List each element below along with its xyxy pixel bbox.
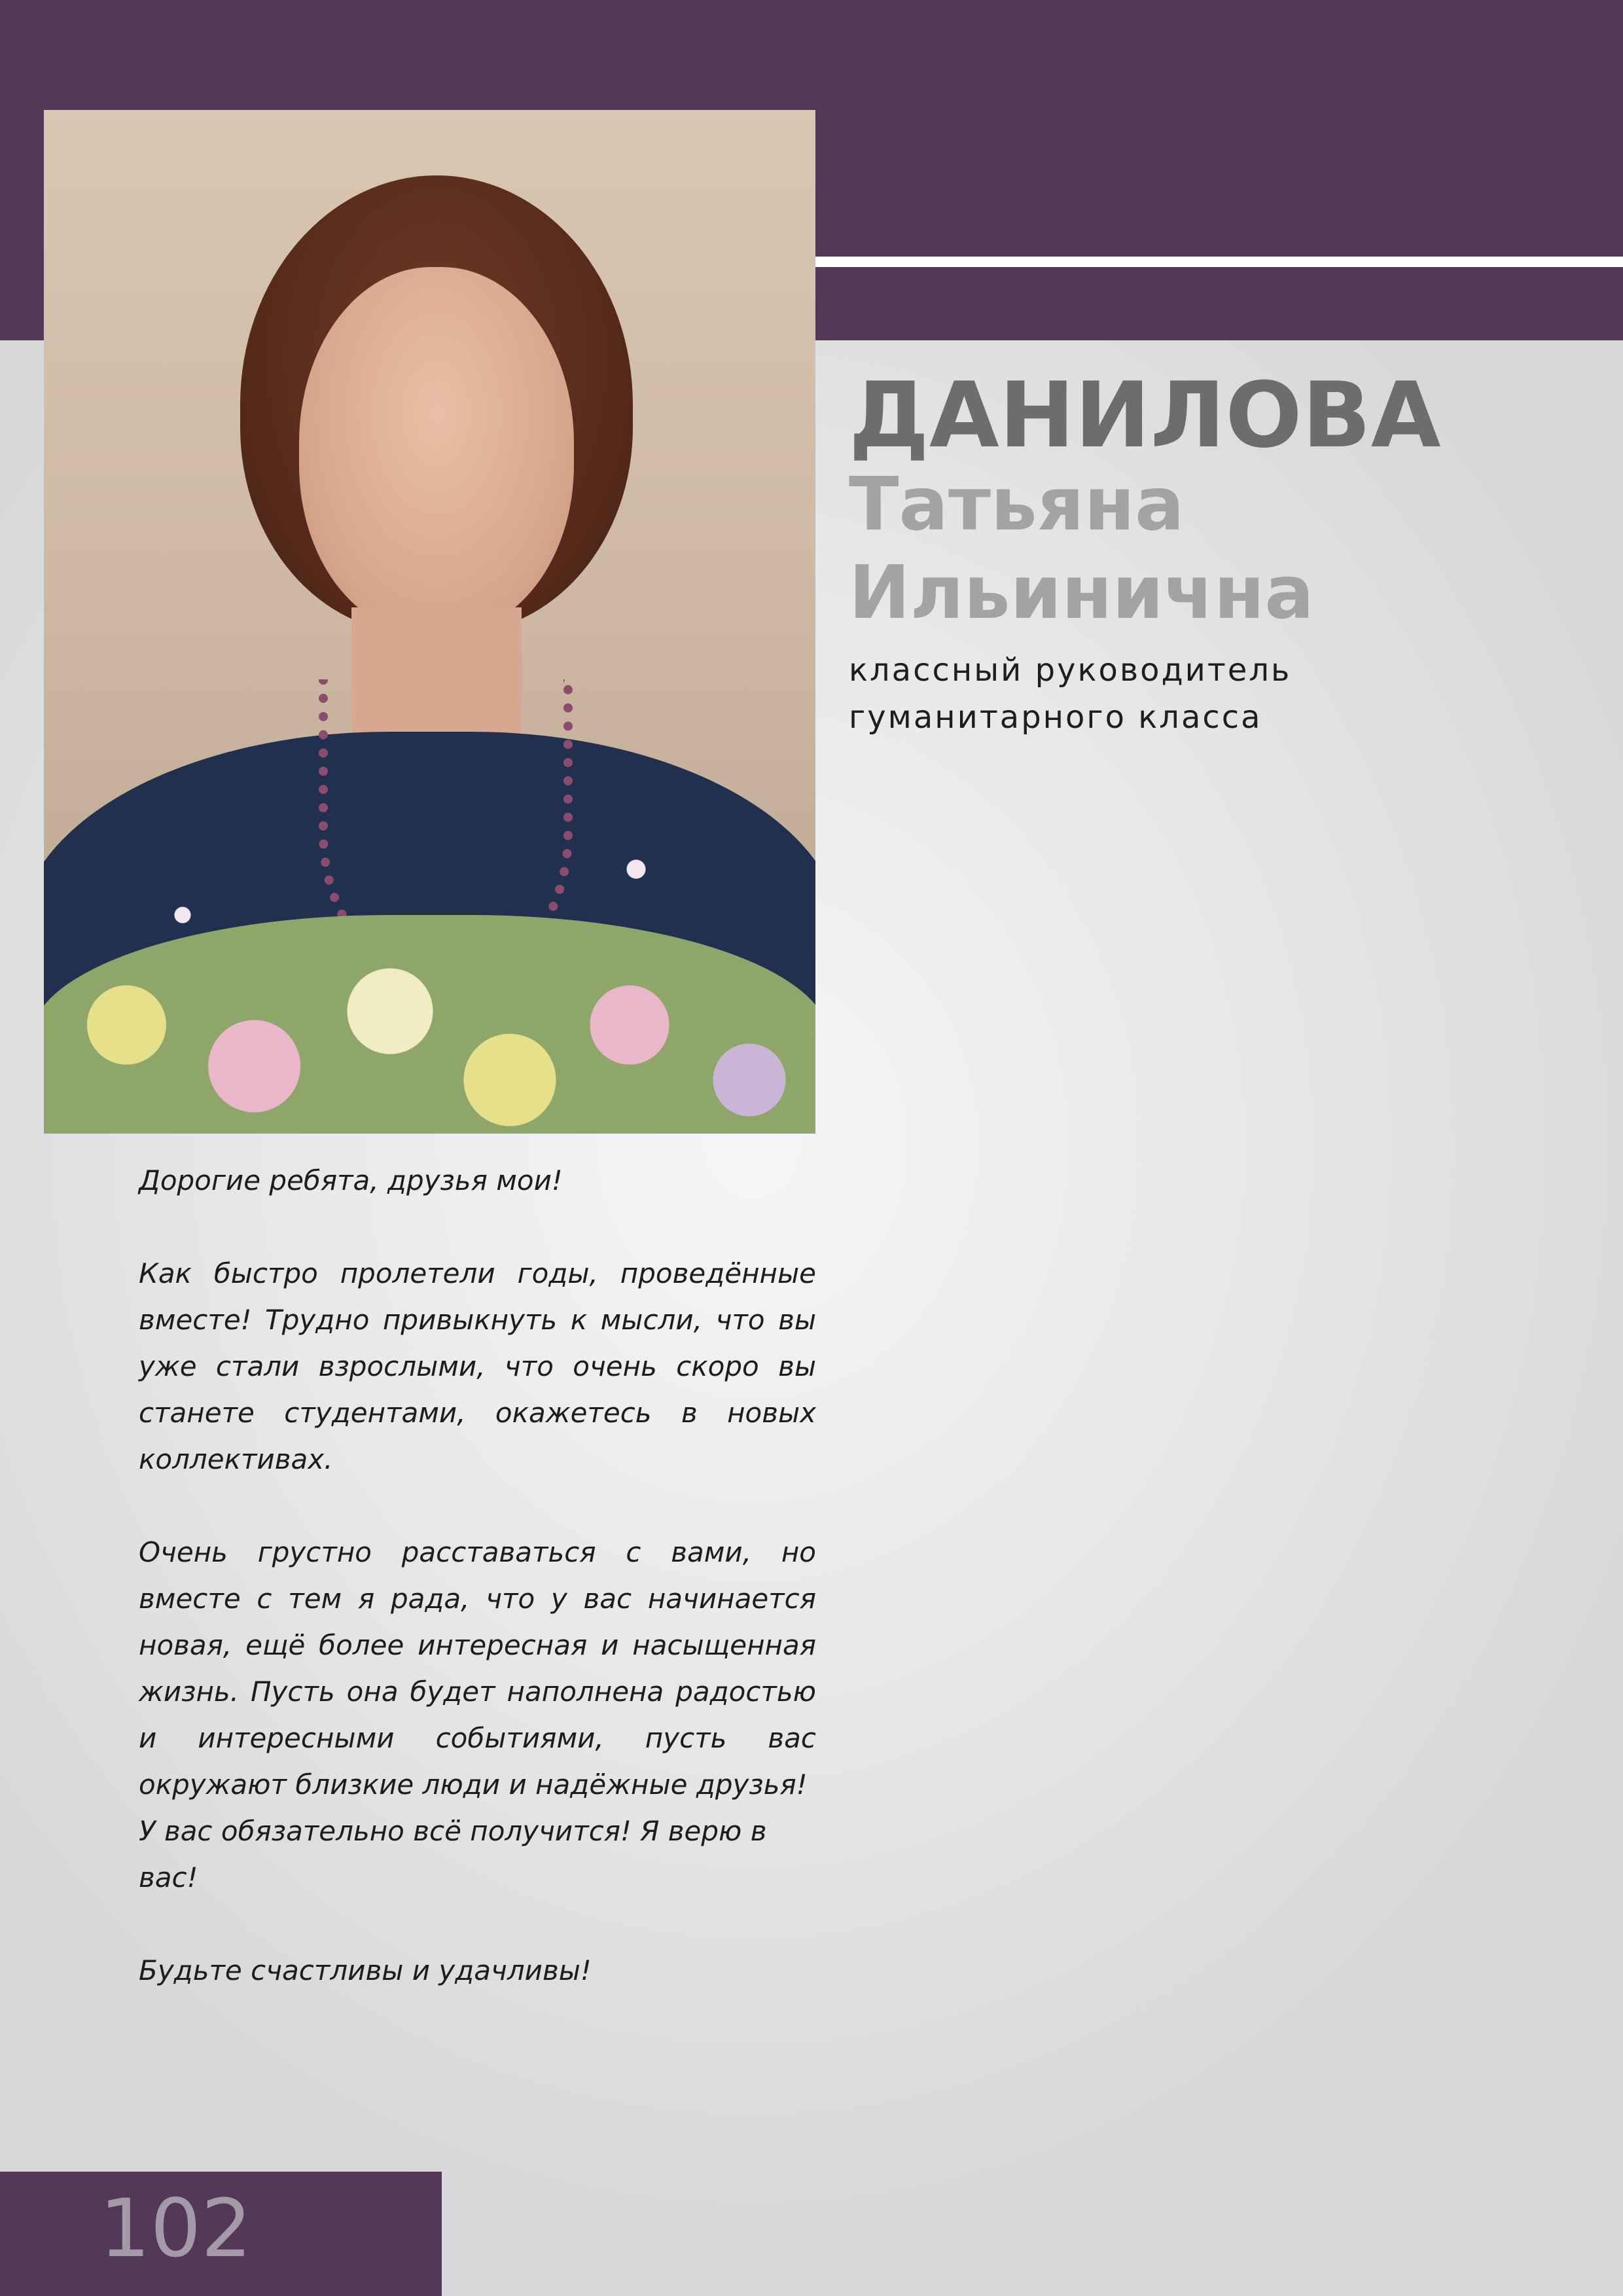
portrait-bouquet: [44, 915, 815, 1134]
teacher-role: [849, 647, 1291, 741]
first-name: Татьяна: [849, 462, 1185, 547]
role-line-1: классный руководитель: [849, 652, 1292, 689]
portrait-face: [299, 267, 574, 634]
letter-closing: Будьте счастливы и удачливы!: [139, 1954, 592, 1986]
page-number: 102: [99, 2182, 252, 2275]
patronymic: Ильинична: [849, 550, 1314, 636]
letter-paragraph: Как быстро пролетели годы, проведённые вместе! Трудно привыкнуть к мысли, что вы уже стали взрослыми, что очень скоро вы станете студентами, окажетесь в новых коллективах.: [139, 1257, 816, 1475]
letter-paragraph: У вас обязательно всё получится! Я верю в вас!: [139, 1815, 767, 1893]
header-stripe: [815, 257, 1623, 267]
farewell-letter: [139, 1157, 816, 1994]
role-line-2: гуманитарного класса: [849, 699, 1262, 736]
surname-heading: ДАНИЛОВА: [849, 363, 1441, 468]
letter-greeting: Дорогие ребята, друзья мои!: [139, 1164, 563, 1196]
teacher-portrait: [44, 110, 815, 1134]
letter-paragraph: Очень грустно расставаться с вами, но вместе с тем я рада, что у вас начинается новая, ещё более интересная и насыщенная жизнь. Пусть она будет наполнена радостью и интересными событиями, пусть вас окружают близкие люди и надёжные друзья!: [139, 1536, 816, 1801]
